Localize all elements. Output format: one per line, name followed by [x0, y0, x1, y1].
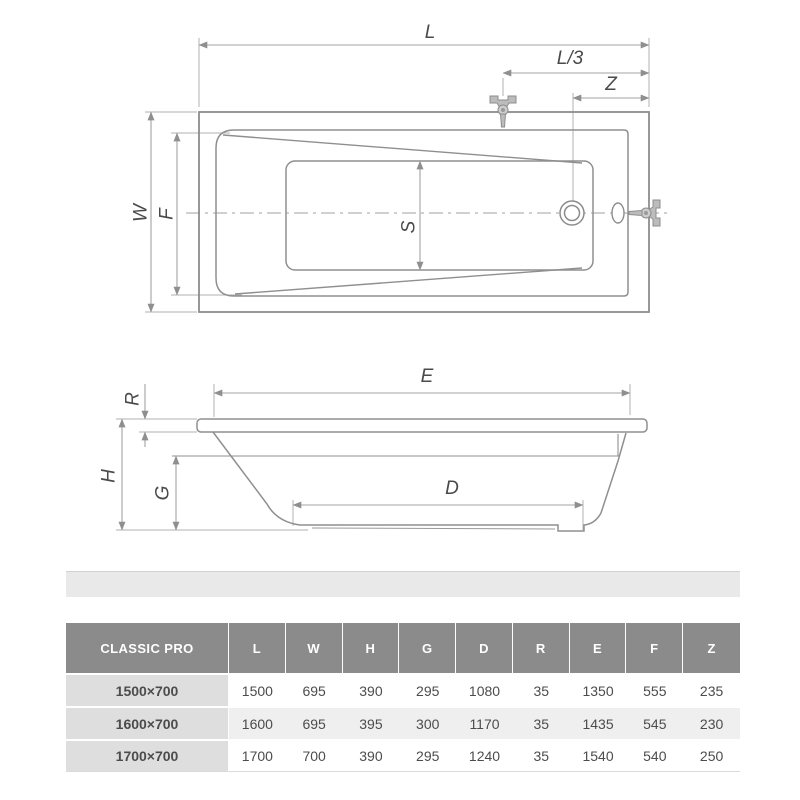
table-cell: 1080: [456, 675, 513, 706]
label-G: G: [152, 485, 174, 501]
label-Z: Z: [605, 74, 617, 95]
extension-lines-top-view: [145, 38, 649, 312]
tub-basin-floor: [286, 161, 593, 270]
table-cell: 1240: [456, 741, 513, 772]
table-cell: 35: [513, 741, 570, 772]
table-cell: 700: [286, 741, 343, 772]
slope-line-top: [223, 135, 582, 163]
table-header-D: D: [456, 623, 513, 673]
table-cell: 545: [626, 708, 683, 739]
model-size-cell: 1700×700: [66, 741, 229, 772]
table-cell: 35: [513, 708, 570, 739]
table-cell: 235: [683, 675, 740, 706]
table-cell: 390: [343, 741, 400, 772]
table-cell: 390: [343, 675, 400, 706]
dimension-lines-top-view: [151, 45, 649, 312]
table-cell: 230: [683, 708, 740, 739]
faucet-icon-right: [629, 200, 660, 226]
table-header-E: E: [570, 623, 627, 673]
model-size-cell: 1600×700: [66, 708, 229, 739]
table-cell: 1170: [456, 708, 513, 739]
table-cell: 1435: [570, 708, 627, 739]
table-cell: 395: [343, 708, 400, 739]
table-row: [66, 675, 740, 706]
table-row: [66, 741, 740, 772]
label-W: W: [130, 204, 152, 222]
table-cell: 250: [683, 741, 740, 772]
label-S: S: [398, 220, 420, 234]
table-header-F: F: [626, 623, 683, 673]
dimensions-table: [66, 623, 740, 772]
label-L3: L/3: [556, 48, 584, 69]
base-plate-line: [312, 528, 555, 529]
label-E: E: [420, 366, 434, 387]
table-cell: 695: [286, 675, 343, 706]
overflow-icon: [612, 203, 624, 223]
table-cell: 1540: [570, 741, 627, 772]
label-F: F: [156, 208, 178, 220]
table-header-Z: Z: [683, 623, 740, 673]
slope-line-bottom: [235, 268, 582, 294]
table-cell: 300: [399, 708, 456, 739]
table-cell: 1500: [229, 675, 286, 706]
table-header-row: [66, 623, 740, 673]
table-cell: 1350: [570, 675, 627, 706]
label-D: D: [445, 478, 459, 499]
table-cell: 695: [286, 708, 343, 739]
table-header-R: R: [513, 623, 570, 673]
table-cell: 540: [626, 741, 683, 772]
drain-icon: [560, 201, 584, 225]
divider-band: [66, 571, 740, 597]
label-H: H: [98, 469, 120, 483]
table-header-H: H: [343, 623, 400, 673]
table-cell: 555: [626, 675, 683, 706]
rim-profile: [197, 419, 647, 432]
table-cell: 1700: [229, 741, 286, 772]
table-cell: 1600: [229, 708, 286, 739]
top-view: [131, 22, 668, 312]
table-cell: 295: [399, 675, 456, 706]
table-header-product: CLASSIC PRO: [66, 623, 229, 673]
side-view: [99, 366, 647, 531]
table-header-W: W: [286, 623, 343, 673]
label-L: L: [424, 22, 436, 43]
table-cell: 295: [399, 741, 456, 772]
dimension-lines-side-view: [122, 384, 630, 530]
tub-body-profile: [213, 432, 626, 531]
label-R: R: [122, 392, 144, 406]
model-size-cell: 1500×700: [66, 675, 229, 706]
table-header-L: L: [229, 623, 286, 673]
extension-lines-side-view: [116, 384, 630, 530]
table-cell: 35: [513, 675, 570, 706]
table-header-G: G: [399, 623, 456, 673]
table-row: [66, 708, 740, 739]
